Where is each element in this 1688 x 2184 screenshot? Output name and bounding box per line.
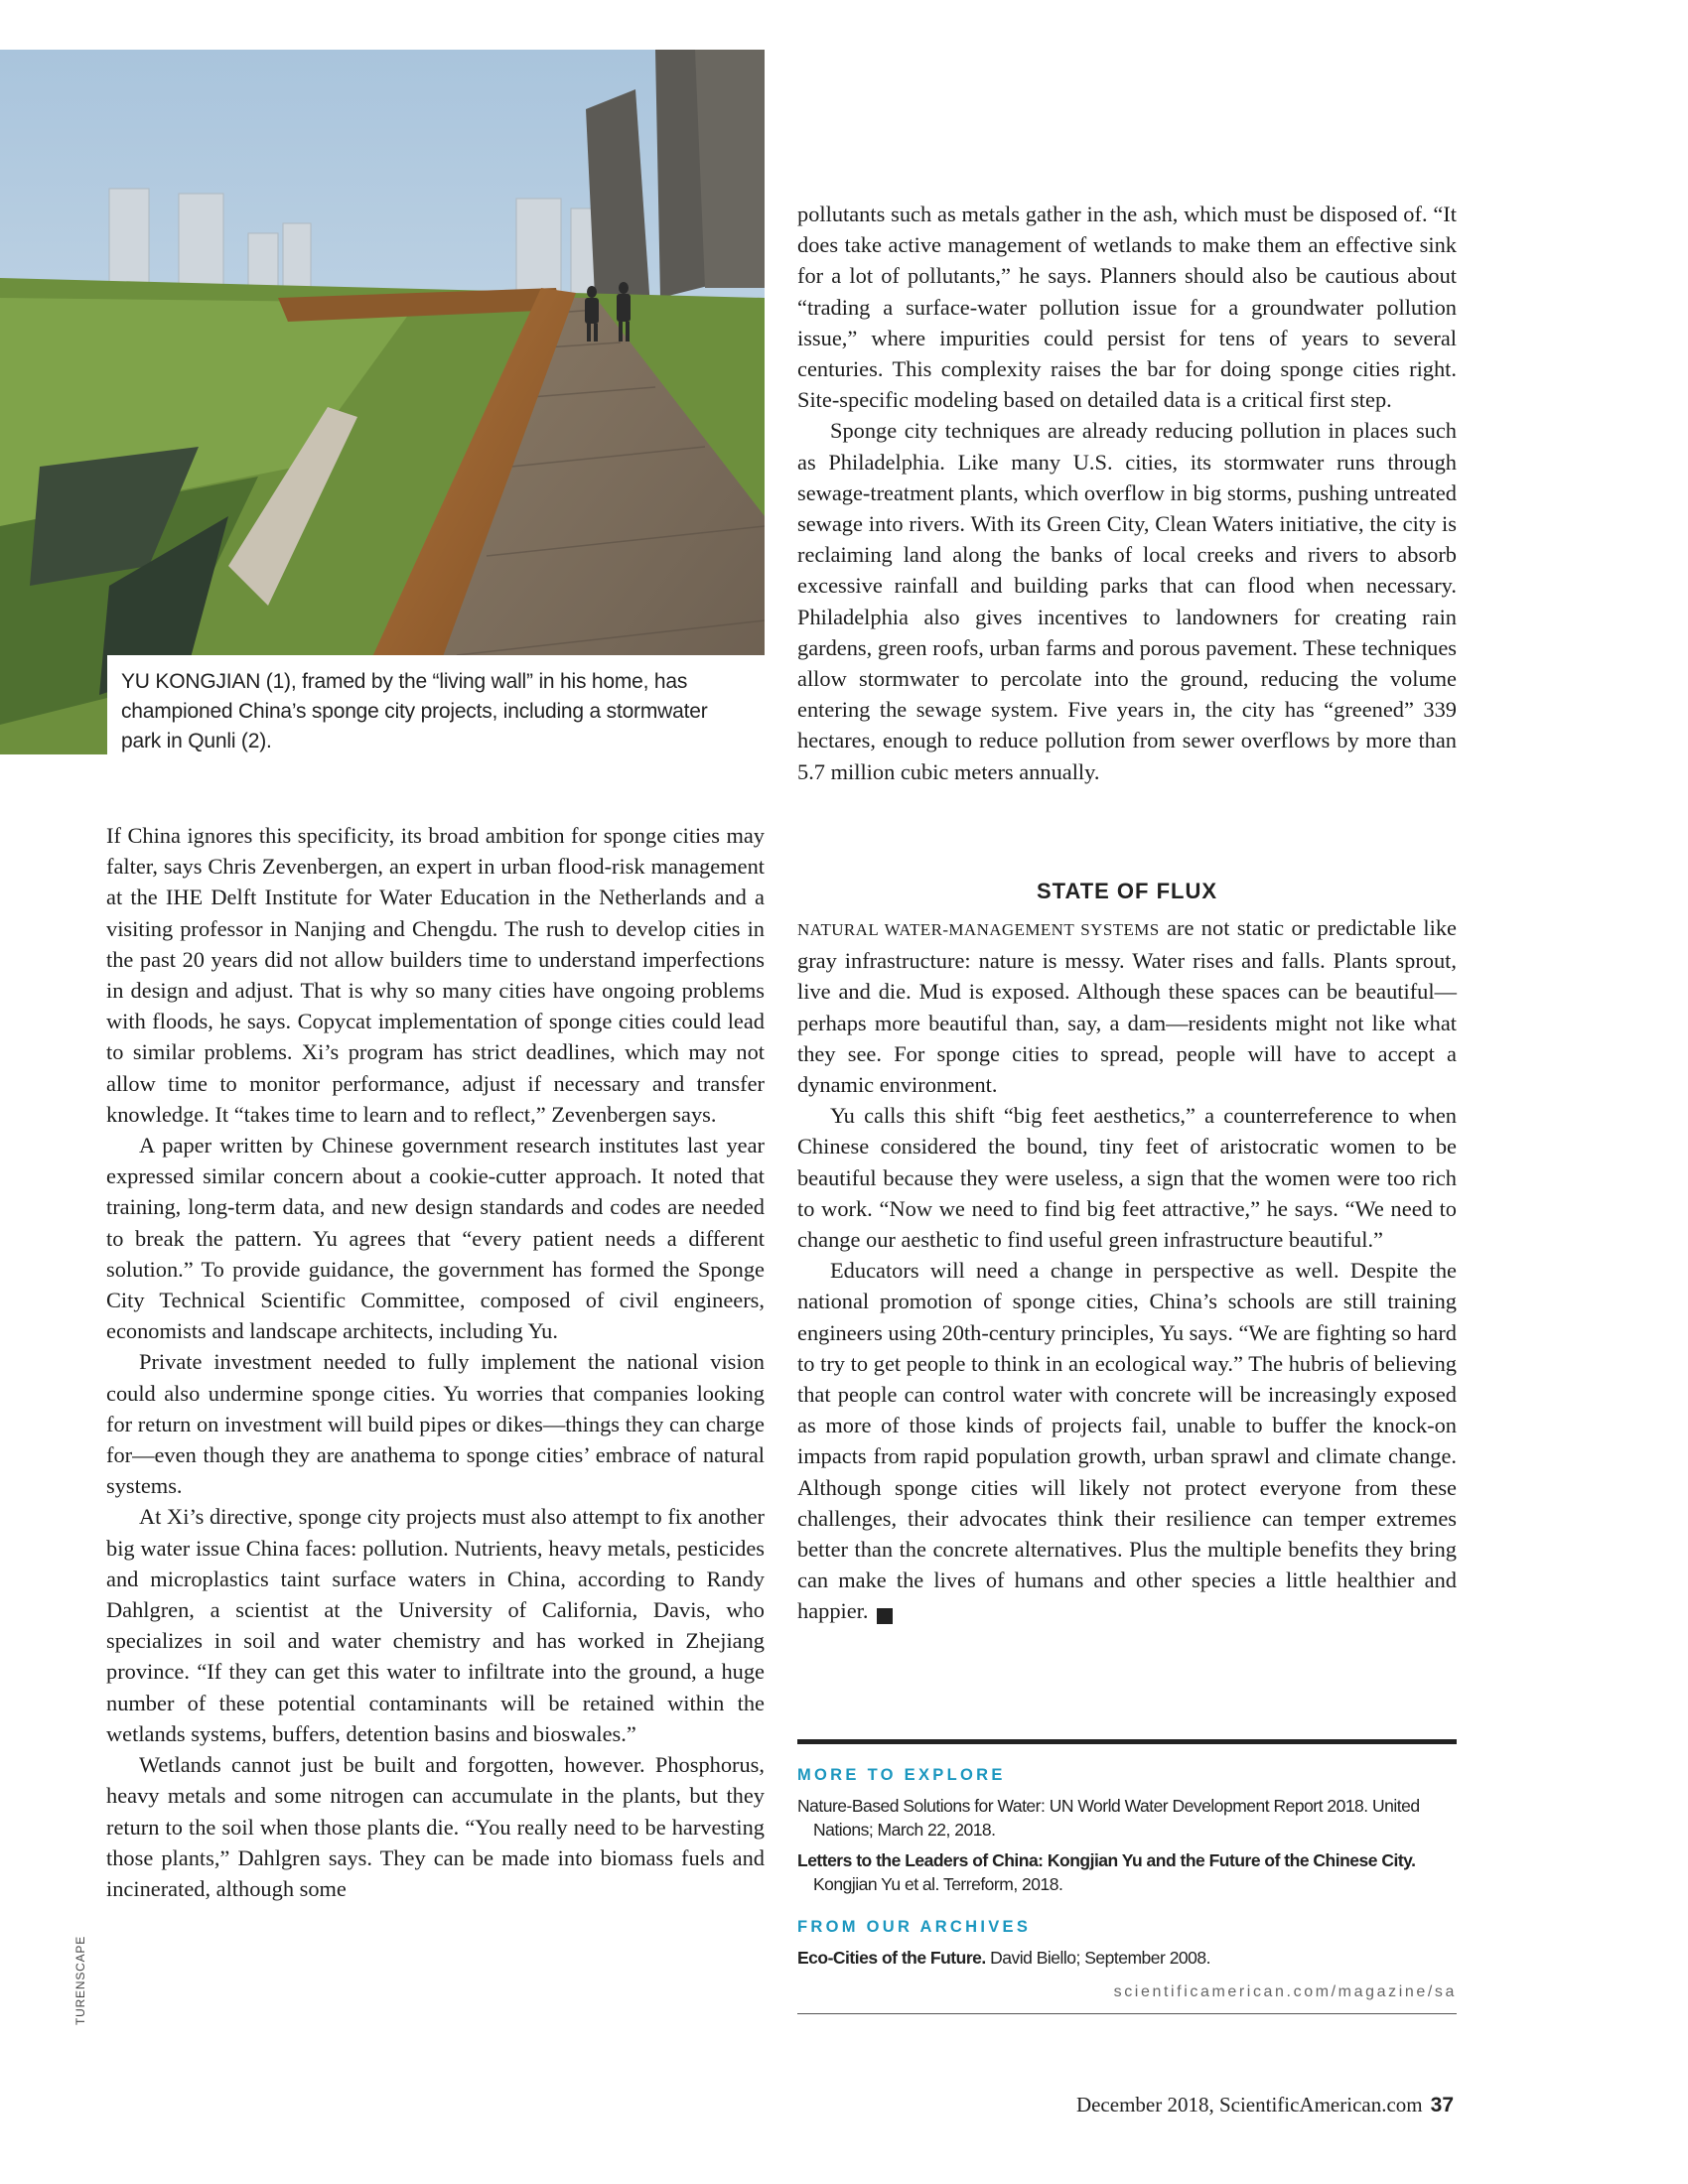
reference-detail: Kongjian Yu et al. Terreform, 2018. [813, 1874, 1063, 1894]
paragraph [797, 1255, 1457, 1626]
more-to-explore-box [797, 1739, 1457, 2014]
reference-detail: United Nations; March 22, 2018. [813, 1796, 1420, 1840]
magazine-url-link[interactable]: scientificamerican.com/magazine/sa [797, 1983, 1457, 2014]
sa-end-mark-icon: SA [877, 1608, 893, 1624]
reference-title: Nature-Based Solutions for Water: UN World Water Development Report 2018. [797, 1796, 1368, 1816]
left-column [106, 820, 765, 1904]
archive-reference [797, 1946, 1457, 1970]
paragraph: Yu calls this shift “big feet aesthetics,” a counterreference to when Chinese considered the bound, tiny feet of aristocratic women to be beautiful because they were useless, a sign that the women were too rich to work. “Now we need to find big feet attractive,” he says. “We need to change our aesthetic to find useful green infrastructure beautiful.” [797, 1103, 1457, 1253]
photo-caption: YU KONGJIAN (1), framed by the “living wall” in his home, has championed China’s sponge city projects, including a stormwater park in Qunli (2). [107, 655, 765, 754]
paragraph: pollutants such as metals gather in the ash, which must be disposed of. “It does take active management of wetlands to make them an effective sink for a lot of pollutants,” he says. Planners should also be cautious about “trading a surface-water pollution issue for a groundwater pollution issue,” where impurities could persist for tens of years to several centuries. This complexity raises the bar for doing sponge cities right. Site-specific modeling based on detailed data is a critical first step. [797, 202, 1457, 413]
right-column-top [797, 199, 1457, 787]
photo-credit [73, 1935, 93, 2025]
reference-item [797, 1794, 1457, 1842]
page-footer [1076, 2093, 1454, 2117]
more-to-explore-heading: MORE TO EXPLORE [797, 1766, 1006, 1784]
issue-line: December 2018, ScientificAmerican.com [1075, 2093, 1423, 2116]
paragraph: Private investment needed to fully implement the national vision could also undermine sponge cities. Yu worries that companies looking for return on investment will build pipes or dikes—things they can charge for—even though they are anathema to sponge cities’ embrace of natural systems. [106, 1349, 765, 1499]
paragraph: A paper written by Chinese government research institutes last year expressed similar concern about a cookie-cutter approach. It noted that training, long-term data, and new design standards and codes are needed to break the pattern. Yu agrees that “every patient needs a different solution.” To provide guidance, the government has formed the Sponge City Technical Scientific Committee, composed of civil engineers, economists and landscape architects, including Yu. [106, 1133, 765, 1344]
paragraph: If China ignores this specificity, its broad ambition for sponge cities may falter, says Chris Zevenbergen, an expert in urban flood-risk management at the IHE Delft Institute for Water Education in the Netherlands and a visiting professor in Nanjing and Chengdu. The rush to develop cities in the past 20 years did not allow builders time to understand imperfections in design and adjust. That is why so many cities have ongoing problems with floods, he says. Copycat implementation of sponge cities could lead to similar problems. Xi’s program has strict deadlines, which may not allow time to monitor performance, adjust if necessary and transfer knowledge. It “takes time to learn and to reflect,” Zevenbergen says. [106, 823, 765, 1127]
paragraph [797, 912, 1457, 1100]
section-heading: STATE OF FLUX [1036, 879, 1218, 903]
stormwater-park-illustration [0, 50, 765, 754]
reference-title: Letters to the Leaders of China: Kongjian Yu and the Future of the Chinese City. [797, 1850, 1416, 1870]
lead-in: NATURAL WATER-MANAGEMENT SYSTEMS [797, 920, 1160, 939]
reference-item [797, 1848, 1457, 1896]
page-number: 37 [1430, 2094, 1454, 2116]
lead-in-rest: are not static or predictable like gray infrastructure: nature is messy. Water rises and falls. Plants sprout, live and die. Mud is exposed. Although these spaces can be beautiful—perhaps more beautiful than, say, a dam—residents might not like what they see. For sponge cities to spread, people will have to accept a dynamic environment. [797, 915, 1457, 1098]
reference-detail: David Biello; September 2008. [985, 1948, 1210, 1968]
right-column-bottom [797, 912, 1457, 1627]
paragraph: Wetlands cannot just be built and forgotten, however. Phosphorus, heavy metals and some nitrogen can accumulate in the plants, but they return to the soil when those plants die. “You really need to be harvesting those plants,” Dahlgren says. They can be made into biomass fuels and incinerated, although some [106, 1752, 765, 1901]
paragraph: Sponge city techniques are already reducing pollution in places such as Philadelphia. Like many U.S. cities, its stormwater runs through sewage-treatment plants, which overflow in big storms, pushing untreated sewage into rivers. With its Green City, Clean Waters initiative, the city is reclaiming land along the banks of local creeks and rivers to absorb excessive rainfall and building parks that can flood when necessary. Philadelphia also gives incentives to landowners for creating rain gardens, green roofs, urban farms and porous pavement. These techniques allow stormwater to percolate into the ground, reducing the volume entering the sewage system. Five years in, the city has “greened” 339 hectares, enough to reduce pollution from sewer overflows by more than 5.7 million cubic meters annually. [797, 418, 1457, 784]
boardwalk-photo [0, 50, 765, 754]
closing-text: Educators will need a change in perspective as well. Despite the national promotion of sponge cities, China’s schools are still training engineers using 20th-century principles, Yu says. “We are fighting so hard to try to get people to think in an ecological way.” The hubris of believing that people can control water with concrete will be increasingly exposed as more of those kinds of projects fail, unable to buffer the knock-on impacts from rapid population growth, urban sprawl and climate change. Although sponge cities will likely not protect everyone from these challenges, their advocates think their resilience can temper extremes better than the concrete alternatives. Plus the multiple benefits they bring can make the lives of humans and other species a little healthier and happier. [797, 1258, 1457, 1624]
reference-title: Eco-Cities of the Future. [797, 1948, 986, 1968]
paragraph: At Xi’s directive, sponge city projects must also attempt to fix another big water issue China faces: pollution. Nutrients, heavy metals, pesticides and microplastics taint surface waters in China, according to Randy Dahlgren, a scientist at the University of California, Davis, who specializes in soil and water chemistry and has worked in Zhejiang province. “If they can get this water to infiltrate into the ground, a huge number of these potential contaminants will be retained within the wetlands systems, buffers, detention basins and bioswales.” [106, 1504, 765, 1746]
photo-credit-text: TURENSCAPE [73, 1935, 87, 2025]
archives-heading: FROM OUR ARCHIVES [797, 1918, 1032, 1936]
